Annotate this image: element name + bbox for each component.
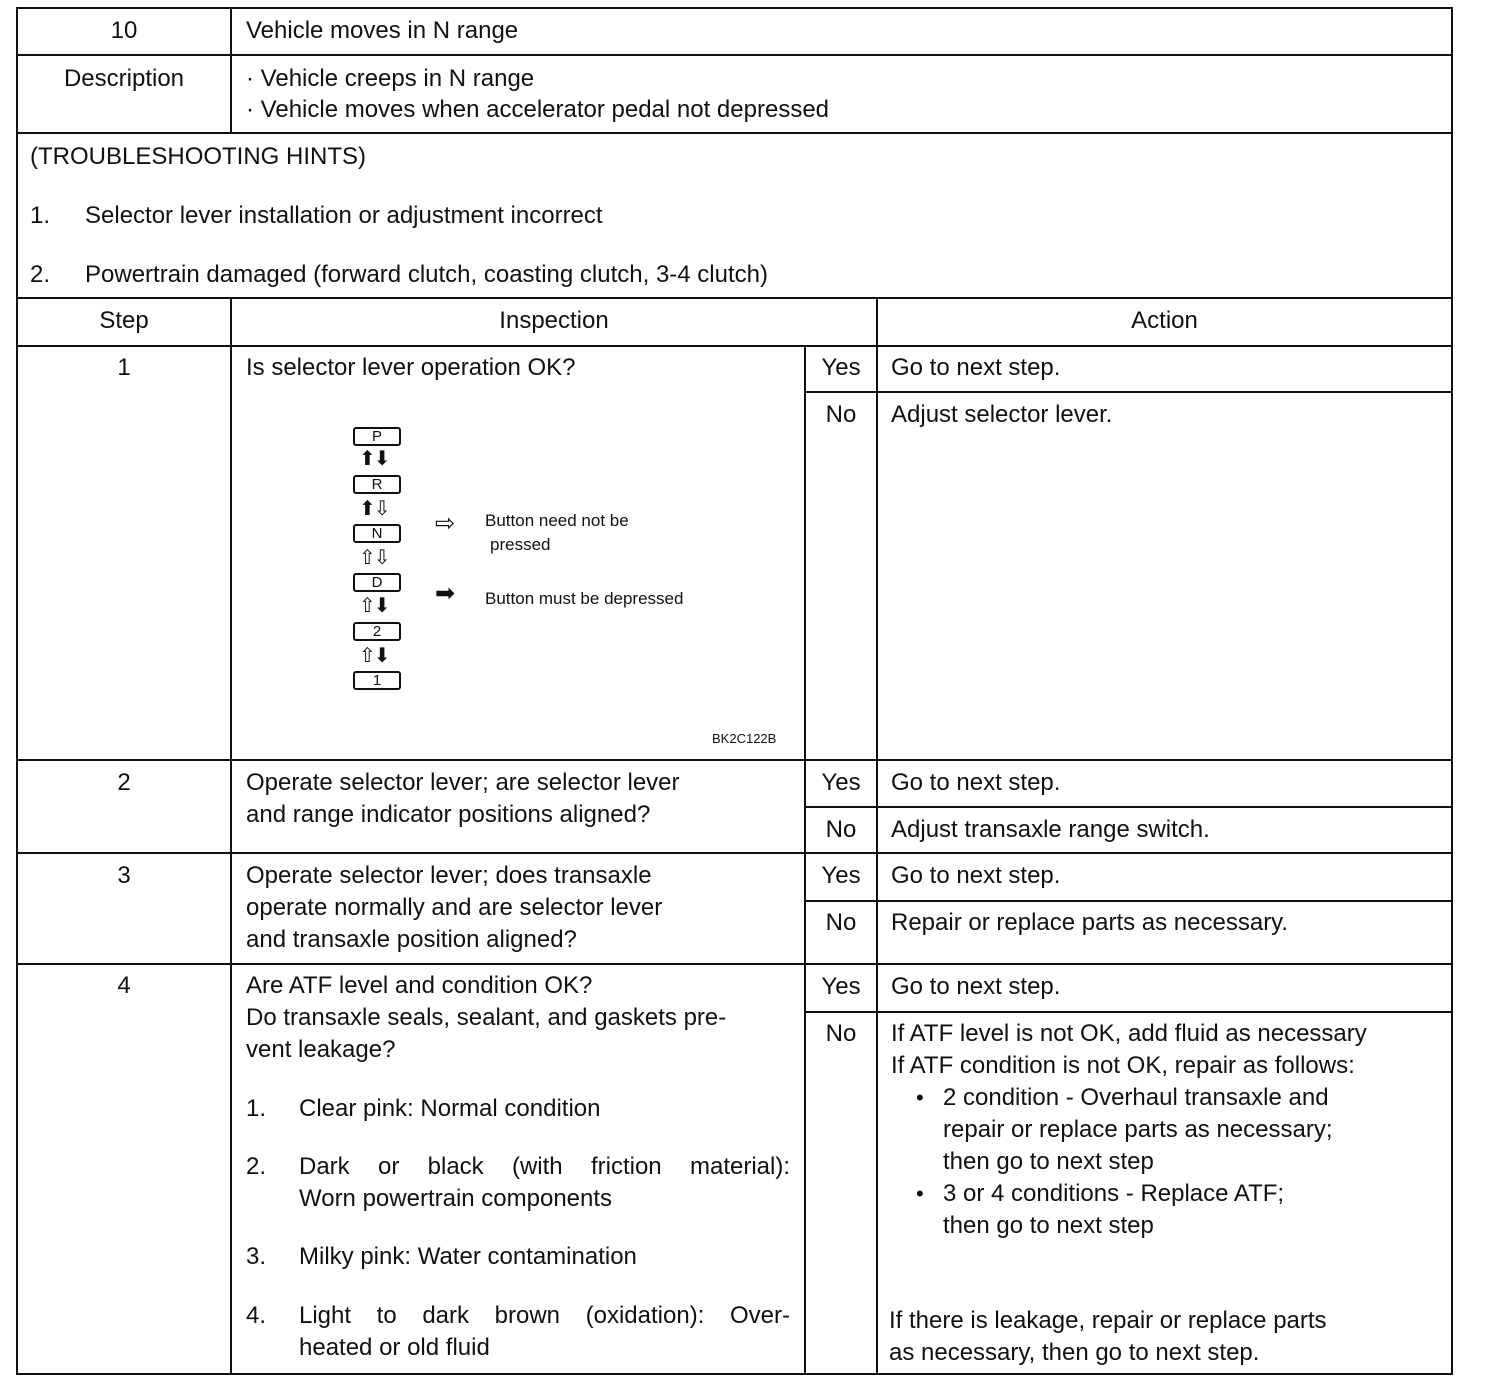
- condition-text: Dark or black (with friction material):: [299, 1153, 790, 1180]
- leak-action: as necessary, then go to next step.: [889, 1339, 1260, 1366]
- no-label: No: [825, 816, 857, 843]
- condition-number: 3.: [246, 1243, 267, 1270]
- hint-text: Selector lever installation or adjustment incorrect: [85, 202, 603, 229]
- bullet-icon: •: [916, 1181, 924, 1206]
- hollow-arrow-icon: ⇨: [435, 510, 454, 537]
- no-label: No: [825, 401, 857, 428]
- yes-action: Go to next step.: [891, 354, 1061, 381]
- hint-text: Powertrain damaged (forward clutch, coasting clutch, 3-4 clutch): [85, 261, 768, 288]
- no-action: Adjust selector lever.: [891, 401, 1113, 428]
- arrow-up-free-down-pressed-icon: ⇧⬇: [359, 595, 389, 617]
- no-action: If ATF level is not OK, add fluid as necessary: [891, 1020, 1367, 1047]
- no-action-bullet: 2 condition - Overhaul transaxle and: [943, 1084, 1329, 1111]
- selector-lever-diagram: [340, 420, 800, 760]
- border-right: [1451, 7, 1453, 1375]
- step-number: 1: [117, 354, 131, 381]
- yes-label: Yes: [821, 769, 861, 796]
- condition-number: 1.: [246, 1095, 267, 1122]
- inspection-text: and transaxle position aligned?: [246, 926, 577, 953]
- yes-label: Yes: [821, 862, 861, 889]
- inspection-text: vent leakage?: [246, 1036, 396, 1063]
- col-divider: [876, 297, 878, 1375]
- solid-arrow-icon: ➡: [435, 580, 454, 607]
- no-action-bullet: then go to next step: [943, 1148, 1154, 1175]
- step-number: 2: [117, 769, 131, 796]
- hint-number: 2.: [30, 261, 51, 288]
- no-action-bullet: repair or replace parts as necessary;: [943, 1116, 1333, 1143]
- legend-not-pressed: pressed: [490, 535, 551, 554]
- condition-text: heated or old fluid: [299, 1334, 490, 1361]
- inspection-text: Operate selector lever; does transaxle: [246, 862, 652, 889]
- lever-position-n: N: [353, 524, 401, 543]
- condition-text: Worn powertrain components: [299, 1185, 613, 1212]
- condition-text: Milky pink: Water contamination: [299, 1243, 637, 1270]
- lever-position-1: 1: [353, 671, 401, 690]
- step-number: 3: [117, 862, 131, 889]
- inspection-text: operate normally and are selector lever: [246, 894, 663, 921]
- inspection-text: Is selector lever operation OK?: [246, 354, 576, 381]
- yes-label: Yes: [821, 973, 861, 1000]
- column-header-inspection: Inspection: [499, 307, 609, 334]
- no-action-bullet: 3 or 4 conditions - Replace ATF;: [943, 1180, 1285, 1207]
- description-label: Description: [63, 65, 185, 92]
- description-line: · Vehicle moves when accelerator pedal not depressed: [246, 96, 830, 123]
- border-left: [16, 7, 18, 1375]
- inspection-text: Do transaxle seals, sealant, and gaskets pre-: [246, 1004, 727, 1031]
- hints-title: (TROUBLESHOOTING HINTS): [30, 143, 367, 170]
- yes-action: Go to next step.: [891, 862, 1061, 889]
- column-header-step: Step: [99, 307, 149, 334]
- no-label: No: [825, 1020, 857, 1047]
- condition-text: Clear pink: Normal condition: [299, 1095, 601, 1122]
- inspection-text: Operate selector lever; are selector lever: [246, 769, 680, 796]
- item-number: 10: [110, 17, 138, 44]
- legend-not-pressed: Button need not be: [485, 511, 629, 530]
- lever-position-p: P: [353, 427, 401, 446]
- no-action: Adjust transaxle range switch.: [891, 816, 1210, 843]
- arrow-up-free-down-pressed-icon: ⇧⬇: [359, 645, 389, 667]
- col-divider: [230, 297, 232, 1375]
- condition-number: 2.: [246, 1153, 267, 1180]
- col-divider: [230, 7, 232, 134]
- inspection-text: Are ATF level and condition OK?: [246, 972, 593, 999]
- column-header-action: Action: [1131, 307, 1198, 334]
- divider: [804, 900, 1453, 902]
- arrow-up-down-pressed-icon: ⬆⬇: [359, 448, 389, 470]
- condition-number: 4.: [246, 1302, 267, 1329]
- arrow-up-down-free-icon: ⇧⇩: [359, 547, 389, 569]
- lever-position-2: 2: [353, 622, 401, 641]
- lever-position-d: D: [353, 573, 401, 592]
- no-action: Repair or replace parts as necessary.: [891, 909, 1289, 936]
- figure-code: BK2C122B: [712, 731, 777, 746]
- arrow-up-pressed-down-free-icon: ⬆⇩: [359, 498, 389, 520]
- step-number: 4: [117, 972, 131, 999]
- no-action-bullet: then go to next step: [943, 1212, 1154, 1239]
- divider: [804, 391, 1453, 393]
- divider: [804, 1011, 1453, 1013]
- no-label: No: [825, 909, 857, 936]
- description-line: · Vehicle creeps in N range: [246, 65, 535, 92]
- no-action: If ATF condition is not OK, repair as follows:: [891, 1052, 1355, 1079]
- hint-number: 1.: [30, 202, 51, 229]
- yes-label: Yes: [821, 354, 861, 381]
- leak-action: If there is leakage, repair or replace parts: [889, 1307, 1327, 1334]
- condition-text: Light to dark brown (oxidation): Over-: [299, 1302, 790, 1329]
- yes-action: Go to next step.: [891, 973, 1061, 1000]
- lever-position-r: R: [353, 475, 401, 494]
- inspection-text: and range indicator positions aligned?: [246, 801, 651, 828]
- legend-depressed: Button must be depressed: [485, 589, 684, 608]
- yes-action: Go to next step.: [891, 769, 1061, 796]
- divider: [804, 806, 1453, 808]
- item-title: Vehicle moves in N range: [246, 17, 519, 44]
- bullet-icon: •: [916, 1085, 924, 1110]
